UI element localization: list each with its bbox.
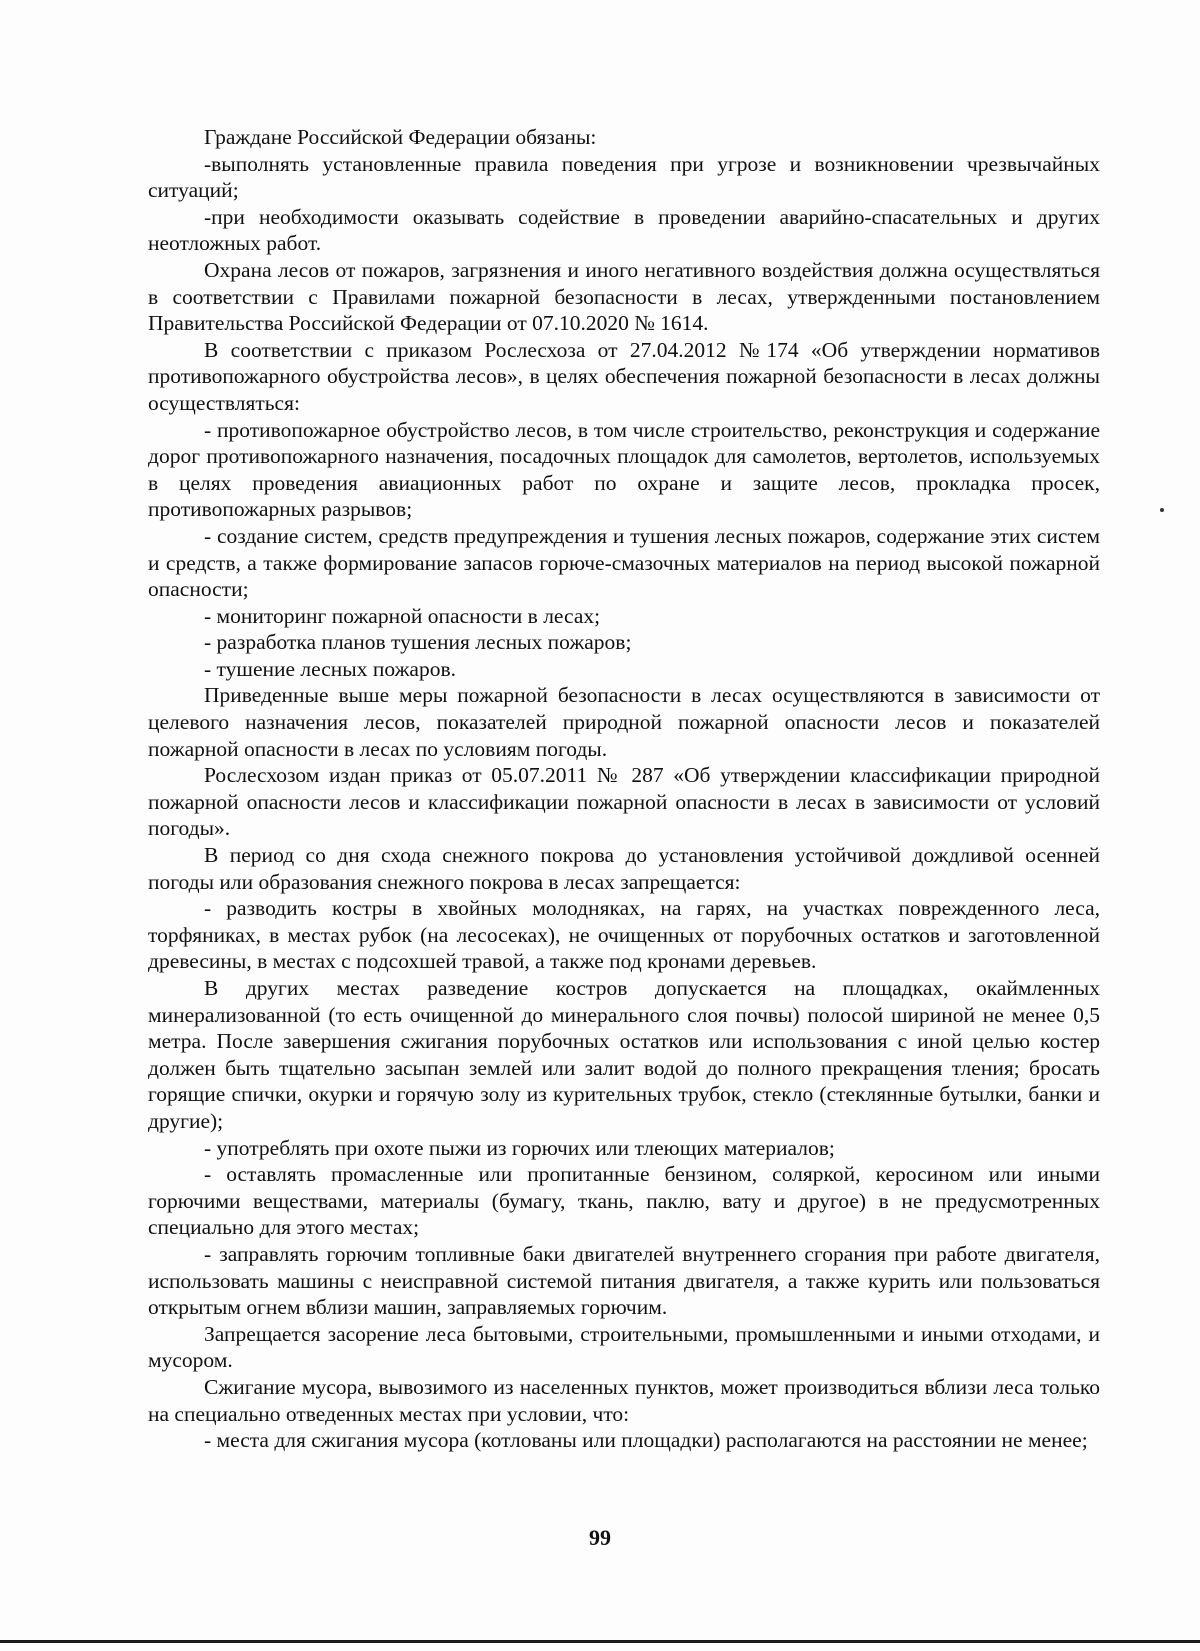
paragraph-rosleskhoz-order-174: В соответствии с приказом Рослесхоза от 27.04.2012 №174 «Об утверждении нормативов противопожарного обустройства лесов», в целях обеспечения пожарной безопасности в лесах должны осуществляться: [148, 337, 1100, 415]
paragraph-assist-rescue: -при необходимости оказывать содействие в проведении аварийно-спасательных и других неотложных работ. [148, 204, 1100, 256]
paragraph-hunting-wads: - употреблять при охоте пыжи из горючих или тлеющих материалов; [204, 1135, 835, 1160]
paragraph-plans: - разработка планов тушения лесных пожаров; [204, 630, 632, 655]
document-body [148, 124, 1100, 1454]
paragraph-monitoring: - мониторинг пожарной опасности в лесах; [204, 603, 601, 628]
paragraph-bonfires-ban: - разводить костры в хвойных молодняках, на гарях, на участках поврежденного леса, торфяниках, в местах рубок (на лесосеках), не очищенных от порубочных остатков и заготовленной древесины, в местах с подсохшей травой, а также под кронами деревьев. [148, 896, 1100, 974]
paragraph-burning-sites: - места для сжигания мусора (котлованы или площадки) располагаются на расстоянии не менее; [204, 1428, 1088, 1453]
page-number: 99 [589, 1525, 611, 1550]
paragraph-waste-burning: Сжигание мусора, вывозимого из населенных пунктов, может производиться вблизи леса только на специально отведенных местах при условии, что: [148, 1374, 1100, 1426]
scan-speck [1160, 508, 1164, 512]
paragraph-forest-protection: Охрана лесов от пожаров, загрязнения и иного негативного воздействия должна осуществляться в соответствии с Правилами пожарной безопасности в лесах, утвержденными постановлением Правительства Российской Федерации от 07.10.2020 № 1614. [148, 257, 1100, 336]
paragraph-order-287: Рослесхозом издан приказ от 05.07.2011 № 287 «Об утверждении классификации природной пожарной опасности лесов и классификации пожарной опасности в лесах в зависимости от условий погоды». [148, 763, 1100, 841]
paragraph-measures-dependency: Приведенные выше меры пожарной безопасности в лесах осуществляются в зависимости от целевого назначения лесов, показателей природной пожарной опасности лесов и показателей пожарной опасности в лесах по условиям погоды. [148, 683, 1100, 761]
paragraph-citizens-obligations: Граждане Российской Федерации обязаны: [204, 125, 597, 149]
paragraph-extinguishing: - тушение лесных пожаров. [204, 656, 456, 681]
paragraph-prevention-systems: - создание систем, средств предупреждения и тушения лесных пожаров, содержание этих систем и средств, а также формирование запасов горюче-смазочных материалов на период высокой пожарной опасности; [148, 523, 1100, 602]
paragraph-prohibited-period: В период со дня схода снежного покрова до установления устойчивой дождливой осенней погоды или образования снежного покрова в лесах запрещается: [148, 843, 1100, 894]
paragraph-bonfires-other-places: В других местах разведение костров допускается на площадках, окаймленных минерализованной (то есть очищенной до минерального слоя почвы) полосой шириной не менее 0,5 метра. После завершения сжигания порубочных остатков или использования с иной целью костер должен быть тщательно засыпан землей или залит водой до полного прекращения тления; бросать горящие спички, окурки и горячую золу из курительных трубок, стекло (стеклянные бутылки, банки и другие); [148, 976, 1100, 1133]
bottom-edge-rule [0, 1640, 1200, 1643]
paragraph-fire-infrastructure: - противопожарное обустройство лесов, в том числе строительство, реконструкция и содержание дорог противопожарного назначения, посадочных площадок для самолетов, вертолетов, используемых в целях проведения авиационных работ по охране и защите лесов, прокладка просек, противопожарных разрывов; [148, 417, 1100, 522]
paragraph-oily-materials: - оставлять промасленные или пропитанные бензином, соляркой, керосином или иными горючими веществами, материалы (бумагу, ткань, паклю, вату и другое) в не предусмотренных специально для этого местах; [148, 1162, 1100, 1240]
paragraph-littering-ban: Запрещается засорение леса бытовыми, строительными, промышленными и иными отходами, и мусором. [148, 1321, 1100, 1373]
paragraph-follow-rules: -выполнять установленные правила поведения при угрозе и возникновении чрезвычайных ситуаций; [148, 151, 1100, 203]
paragraph-refueling: - заправлять горючим топливные баки двигателей внутреннего сгорания при работе двигателя, использовать машины с неисправной системой питания двигателя, а также курить или пользоваться открытым огнем вблизи машин, заправляемых горючим. [148, 1241, 1100, 1320]
